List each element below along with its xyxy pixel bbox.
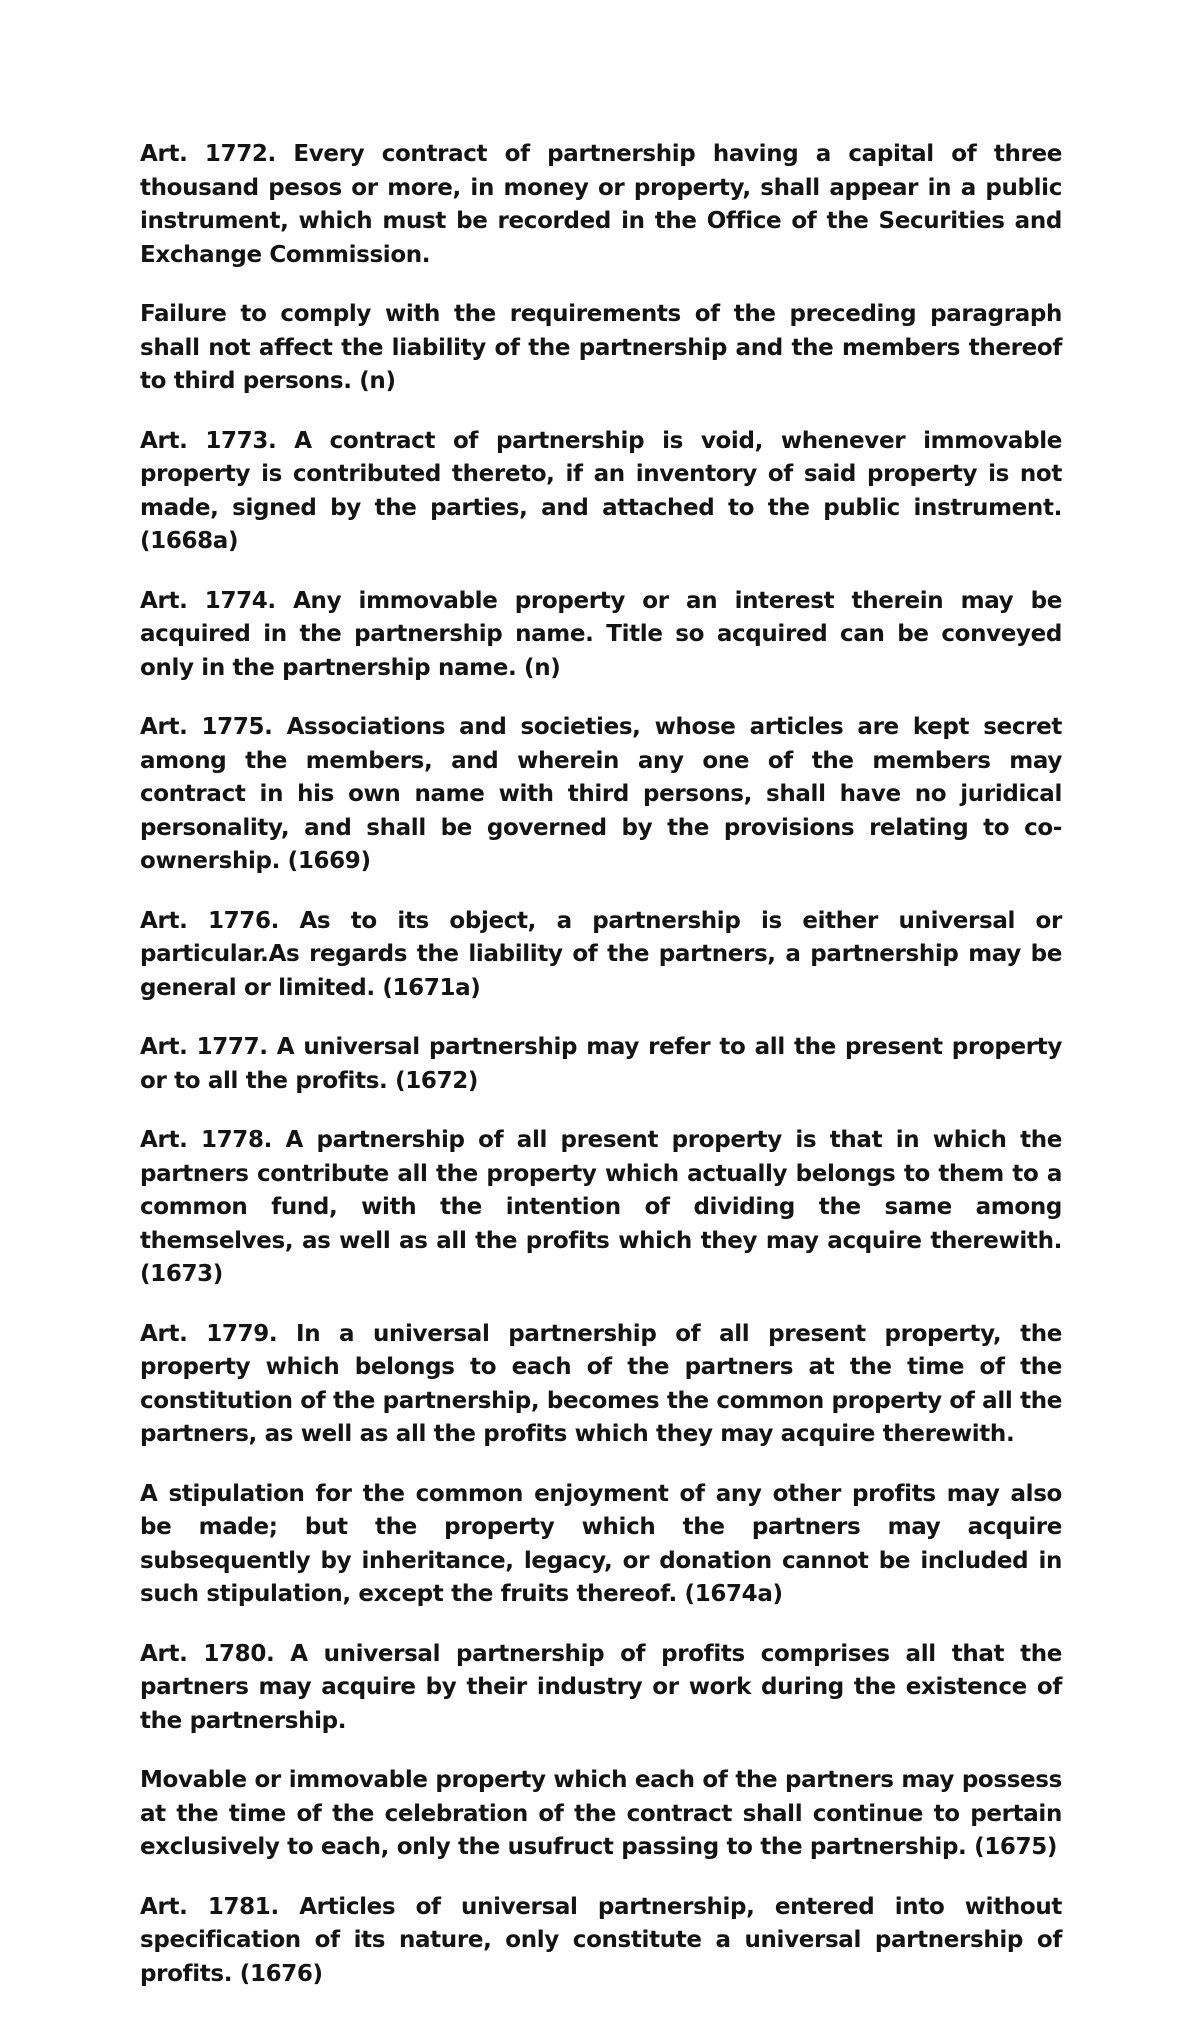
article-1774: Art. 1774. Any immovable property or an interest therein may be acquired in the partnership name. Title so acquired can be conveyed only in the partnership name. (n) [140, 587, 1062, 681]
article-1775: Art. 1775. Associations and societies, whose articles are kept secret among the members, and wherein any one of the members may contract in his own name with third persons, shall have no juridical personality, and shall be governed by the provisions relating to co-ownership. (1669) [140, 714, 1062, 874]
article-1779: Art. 1779. In a universal partnership of all present property, the property which belongs to each of the partners at the time of the constitution of the partnership, becomes the common property of all the partners, as well as all the profits which they may acquire therewith. [140, 1320, 1062, 1447]
article-1772: Art. 1772. Every contract of partnership having a capital of three thousand pesos or more, in money or property, shall appear in a public instrument, which must be recorded in the Office of the Securities and Exchange Commission. [140, 141, 1062, 268]
article-1779-paragraph-2: A stipulation for the common enjoyment of any other profits may also be made; but the property which the partners may acquire subsequently by inheritance, legacy, or donation cannot be included in such stipulation, except the fruits thereof. (1674a) [140, 1480, 1062, 1607]
article-1772-paragraph-2: Failure to comply with the requirements of the preceding paragraph shall not affect the liability of the partnership and the members thereof to third persons. (n) [140, 301, 1062, 394]
article-1780-paragraph-2: Movable or immovable property which each of the partners may possess at the time of the celebration of the contract shall continue to pertain exclusively to each, only the usufruct passing to the partnership. (1675) [140, 1767, 1062, 1860]
article-1776: Art. 1776. As to its object, a partnership is either universal or particular.As regards the liability of the partners, a partnership may be general or limited. (1671a) [140, 907, 1062, 1001]
article-1781: Art. 1781. Articles of universal partnership, entered into without specification of its nature, only constitute a universal partnership of profits. (1676) [140, 1893, 1062, 1987]
article-1780: Art. 1780. A universal partnership of profits comprises all that the partners may acquire by their industry or work during the existence of the partnership. [140, 1640, 1062, 1734]
article-1773: Art. 1773. A contract of partnership is void, whenever immovable property is contributed thereto, if an inventory of said property is not made, signed by the parties, and attached to the public instrument. (1668a) [140, 427, 1062, 554]
document-page [140, 138, 1062, 2017]
article-1778: Art. 1778. A partnership of all present property is that in which the partners contribute all the property which actually belongs to them to a common fund, with the intention of dividing the same among themselves, as well as all the profits which they may acquire therewith. (1673) [140, 1127, 1062, 1287]
article-1777: Art. 1777. A universal partnership may refer to all the present property or to all the profits. (1672) [140, 1034, 1062, 1094]
